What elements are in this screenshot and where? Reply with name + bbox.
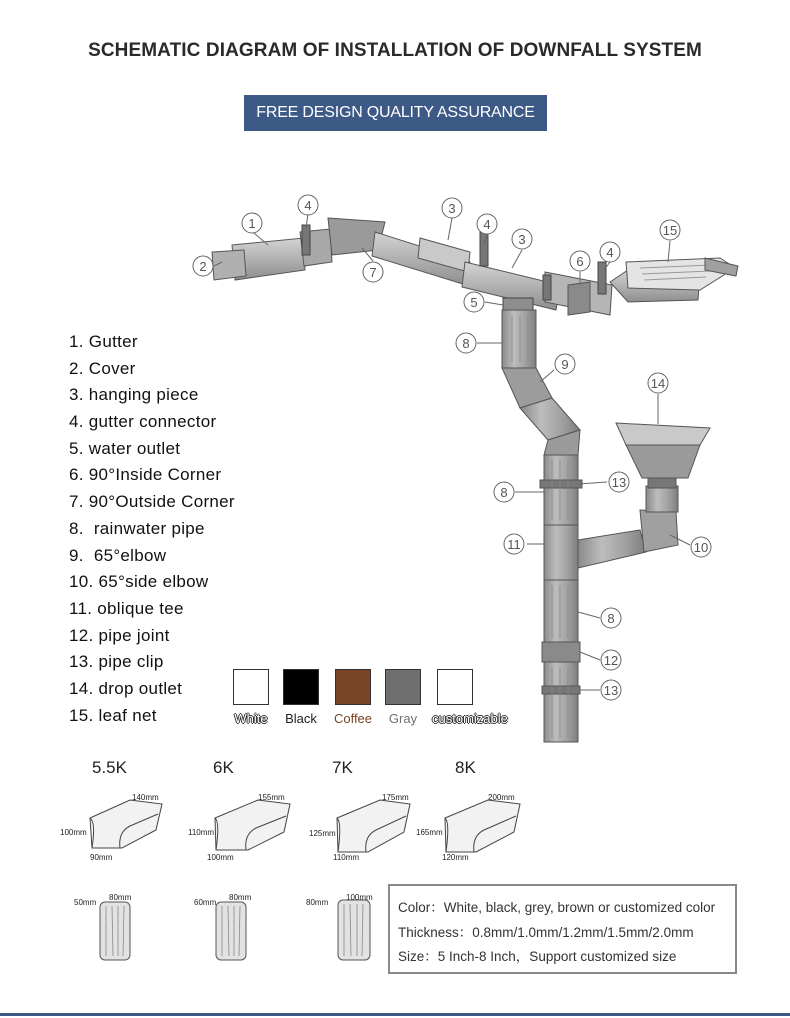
dim-bottom: 120mm bbox=[442, 853, 469, 862]
pipe-profile-50x80 bbox=[74, 893, 132, 960]
pipe-profile-80x100 bbox=[306, 893, 373, 960]
swatch-label: Black bbox=[285, 711, 317, 726]
callout-text: 10 bbox=[693, 540, 709, 555]
callout-text: 1 bbox=[248, 216, 256, 231]
dim-top: 200mm bbox=[488, 793, 515, 802]
dim-width: 50mm bbox=[74, 898, 97, 907]
callout-text: 8 bbox=[500, 485, 508, 500]
legend-item: 15. leaf net bbox=[69, 705, 157, 725]
legend-item: 14. drop outlet bbox=[69, 678, 183, 698]
swatch-label: Coffee bbox=[333, 711, 373, 726]
callout-text: 8 bbox=[607, 611, 615, 626]
pipe-profile-60x80 bbox=[194, 893, 252, 960]
dim-depth: 80mm bbox=[109, 893, 132, 902]
spec-size: Size：5 Inch-8 Inch，Support customized size bbox=[398, 949, 677, 964]
page-title: SCHEMATIC DIAGRAM OF INSTALLATION OF DOWNFALL SYSTEM bbox=[88, 40, 702, 61]
spec-info-box bbox=[388, 884, 737, 974]
gutter-profile-6k bbox=[188, 793, 290, 862]
gutter-profile-7k bbox=[309, 793, 410, 862]
callout-text: 11 bbox=[507, 537, 521, 552]
dim-side: 165mm bbox=[416, 828, 443, 837]
callout-text: 8 bbox=[462, 336, 470, 351]
dim-width: 60mm bbox=[194, 898, 217, 907]
legend-item: 8. rainwater pipe bbox=[69, 518, 205, 538]
size-label: 8K bbox=[455, 758, 476, 777]
dim-depth: 100mm bbox=[346, 893, 373, 902]
spec-thickness: Thickness：0.8mm/1.0mm/1.2mm/1.5mm/2.0mm bbox=[398, 924, 694, 940]
spec-color: Color：White, black, grey, brown or customized color bbox=[398, 900, 716, 915]
callout-text: 4 bbox=[606, 245, 614, 260]
dim-side: 110mm bbox=[188, 828, 215, 837]
callout-text: 13 bbox=[611, 475, 627, 490]
swatch-label: Gray bbox=[388, 711, 418, 726]
quality-banner: FREE DESIGN QUALITY ASSURANCE bbox=[244, 95, 547, 131]
dim-bottom: 90mm bbox=[90, 853, 113, 862]
dim-width: 80mm bbox=[306, 898, 329, 907]
callout-text: 7 bbox=[369, 265, 377, 280]
size-label: 7K bbox=[332, 758, 353, 777]
legend-item: 1. Gutter bbox=[69, 332, 138, 351]
legend-item: 7. 90°Outside Corner bbox=[69, 492, 235, 512]
legend-item: 5. water outlet bbox=[69, 438, 181, 458]
legend-item: 6. 90°Inside Corner bbox=[69, 465, 222, 485]
legend-item: 4. gutter connector bbox=[69, 412, 217, 432]
callout-text: 15 bbox=[662, 223, 678, 238]
dim-side: 100mm bbox=[60, 828, 87, 837]
callout-text: 5 bbox=[470, 295, 478, 310]
legend-item: 12. pipe joint bbox=[69, 625, 170, 645]
dim-bottom: 110mm bbox=[333, 853, 360, 862]
legend-item: 2. Cover bbox=[69, 358, 136, 378]
size-label: 6K bbox=[213, 758, 234, 777]
legend-item: 3. hanging piece bbox=[69, 385, 199, 405]
legend-item: 11. oblique tee bbox=[69, 598, 184, 618]
callout-text: 4 bbox=[304, 198, 312, 213]
swatch-label: customizable bbox=[432, 711, 508, 726]
swatch-label: White bbox=[234, 711, 268, 726]
legend-item: 13. pipe clip bbox=[69, 652, 164, 672]
callout-text: 13 bbox=[603, 683, 619, 698]
dim-bottom: 100mm bbox=[207, 853, 234, 862]
callout-text: 9 bbox=[561, 357, 569, 372]
callout-text: 14 bbox=[650, 376, 666, 391]
size-label: 5.5K bbox=[92, 758, 127, 777]
callout-text: 3 bbox=[448, 201, 456, 216]
bottom-divider bbox=[0, 1013, 790, 1016]
dim-top: 155mm bbox=[258, 793, 285, 802]
dim-side: 125mm bbox=[309, 829, 336, 838]
callout-text: 4 bbox=[483, 217, 491, 232]
dim-top: 175mm bbox=[382, 793, 409, 802]
callout-text: 12 bbox=[603, 653, 619, 668]
callout-text: 2 bbox=[199, 259, 207, 274]
callout-text: 3 bbox=[518, 232, 526, 247]
gutter-profile-8k bbox=[416, 793, 520, 862]
legend-item: 10. 65°side elbow bbox=[69, 572, 209, 592]
dim-top: 140mm bbox=[132, 793, 159, 802]
legend-item: 9. 65°elbow bbox=[69, 545, 167, 565]
dim-depth: 80mm bbox=[229, 893, 252, 902]
gutter-profile-5-5k bbox=[60, 793, 162, 862]
callout-text: 6 bbox=[576, 254, 584, 269]
